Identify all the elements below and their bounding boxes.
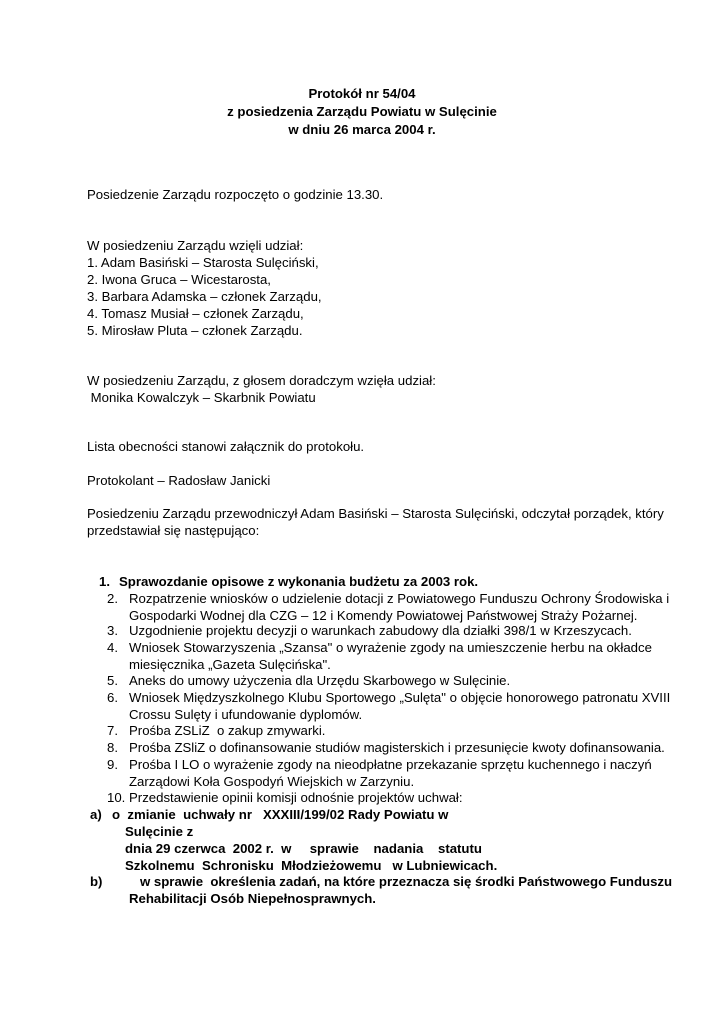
title-line-2: z posiedzenia Zarządu Powiatu w Sulęcinie (227, 104, 497, 119)
agenda-line: Wniosek Stowarzyszenia „Szansa" o wyrażenie zgody na umieszczenie herbu na okładce (129, 640, 652, 655)
opening-text: Posiedzenie Zarządu rozpoczęto o godzinie 13.30. (87, 187, 384, 202)
agenda-line: Przedstawienie opinii komisji odnośnie projektów uchwał: (129, 790, 463, 805)
agenda-number: 6. (107, 690, 118, 705)
resolution-line: o zmianie uchwały nr XXXIII/199/02 Rady Powiatu w (112, 807, 449, 822)
agenda-line: Rozpatrzenie wniosków o udzielenie dotacji z Powiatowego Funduszu Ochrony Środowiska i (129, 591, 670, 606)
recorder-text: Protokolant – Radosław Janicki (87, 473, 271, 488)
title-line-1: Protokół nr 54/04 (308, 86, 416, 101)
resolution-label: a) (90, 807, 102, 822)
agenda-number: 7. (107, 723, 118, 738)
agenda-line: Gospodarki Wodnej dla CZG – 12 i Komendy Powiatowej Państwowej Straży Pożarnej. (129, 608, 638, 623)
participant-1: 1. Adam Basiński – Starosta Sulęciński, (87, 255, 319, 270)
chair-line-1: Posiedzeniu Zarządu przewodniczył Adam Basiński – Starosta Sulęciński, odczytał porządek, który (87, 506, 664, 521)
agenda-number: 4. (107, 640, 118, 655)
agenda-line: Aneks do umowy użyczenia dla Urzędu Skarbowego w Sulęcinie. (129, 673, 511, 688)
agenda-line: Crossu Sulęty i ufundowanie dyplomów. (129, 707, 363, 722)
agenda-line: Wniosek Międzyszkolnego Klubu Sportowego „Sulęta" o objęcie honorowego patronatu XVIII (129, 690, 671, 705)
resolution-line: Rehabilitacji Osób Niepełnosprawnych. (129, 891, 376, 906)
participants-intro: W posiedzeniu Zarządu wzięli udział: (87, 238, 304, 253)
agenda-line: Zarządowi Koła Gospodyń Wiejskich w Zarzyniu. (129, 774, 415, 789)
participant-2: 2. Iwona Gruca – Wicestarosta, (87, 272, 271, 287)
agenda-number: 5. (107, 673, 118, 688)
agenda-number: 9. (107, 757, 118, 772)
participant-5: 5. Mirosław Pluta – członek Zarządu. (87, 323, 303, 338)
agenda-line: Prośba I LO o wyrażenie zgody na nieodpłatne przekazanie sprzętu kuchennego i naczyń (129, 757, 652, 772)
agenda-number: 8. (107, 740, 118, 755)
opening-paragraph (87, 186, 642, 203)
agenda-number: 2. (107, 591, 118, 606)
agenda-line: Prośba ZSliZ o dofinansowanie studiów magisterskich i przesunięcie kwoty dofinansowania. (129, 740, 665, 755)
chair-paragraph (87, 505, 664, 539)
participants-section (87, 237, 642, 339)
agenda-line: Prośba ZSLiZ o zakup zmywarki. (129, 723, 326, 738)
resolution-line: Sulęcinie z (125, 824, 194, 839)
advisory-intro: W posiedzeniu Zarządu, z głosem doradczym wzięła udział: (87, 373, 436, 388)
resolution-line: w sprawie określenia zadań, na które przeznacza się środki Państwowego Funduszu (140, 874, 673, 889)
agenda-number: 1. (99, 574, 110, 589)
resolution-line: dnia 29 czerwca 2002 r. w sprawie nadania statutu (125, 841, 482, 856)
agenda-number: 3. (107, 623, 118, 638)
participant-3: 3. Barbara Adamska – członek Zarządu, (87, 289, 322, 304)
chair-line-2: przedstawiał się następująco: (87, 523, 260, 538)
participant-4: 4. Tomasz Musiał – członek Zarządu, (87, 306, 304, 321)
advisory-person: Monika Kowalczyk – Skarbnik Powiatu (87, 390, 316, 405)
attendance-text: Lista obecności stanowi załącznik do protokołu. (87, 439, 365, 454)
title-line-3: w dniu 26 marca 2004 r. (288, 122, 436, 137)
agenda-number: 10. (107, 790, 126, 805)
advisory-section (87, 372, 642, 406)
resolution-line: Szkolnemu Schronisku Młodzieżowemu w Lubniewicach. (125, 858, 498, 873)
agenda-line: miesięcznika „Gazeta Sulęcińska". (129, 657, 331, 672)
document-title (0, 85, 724, 139)
recorder-paragraph (87, 472, 642, 489)
attendance-paragraph (87, 438, 642, 455)
resolution-label: b) (90, 874, 103, 889)
agenda-line: Sprawozdanie opisowe z wykonania budżetu za 2003 rok. (119, 574, 479, 589)
agenda-line: Uzgodnienie projektu decyzji o warunkach zabudowy dla działki 398/1 w Krzeszycach. (129, 623, 632, 638)
